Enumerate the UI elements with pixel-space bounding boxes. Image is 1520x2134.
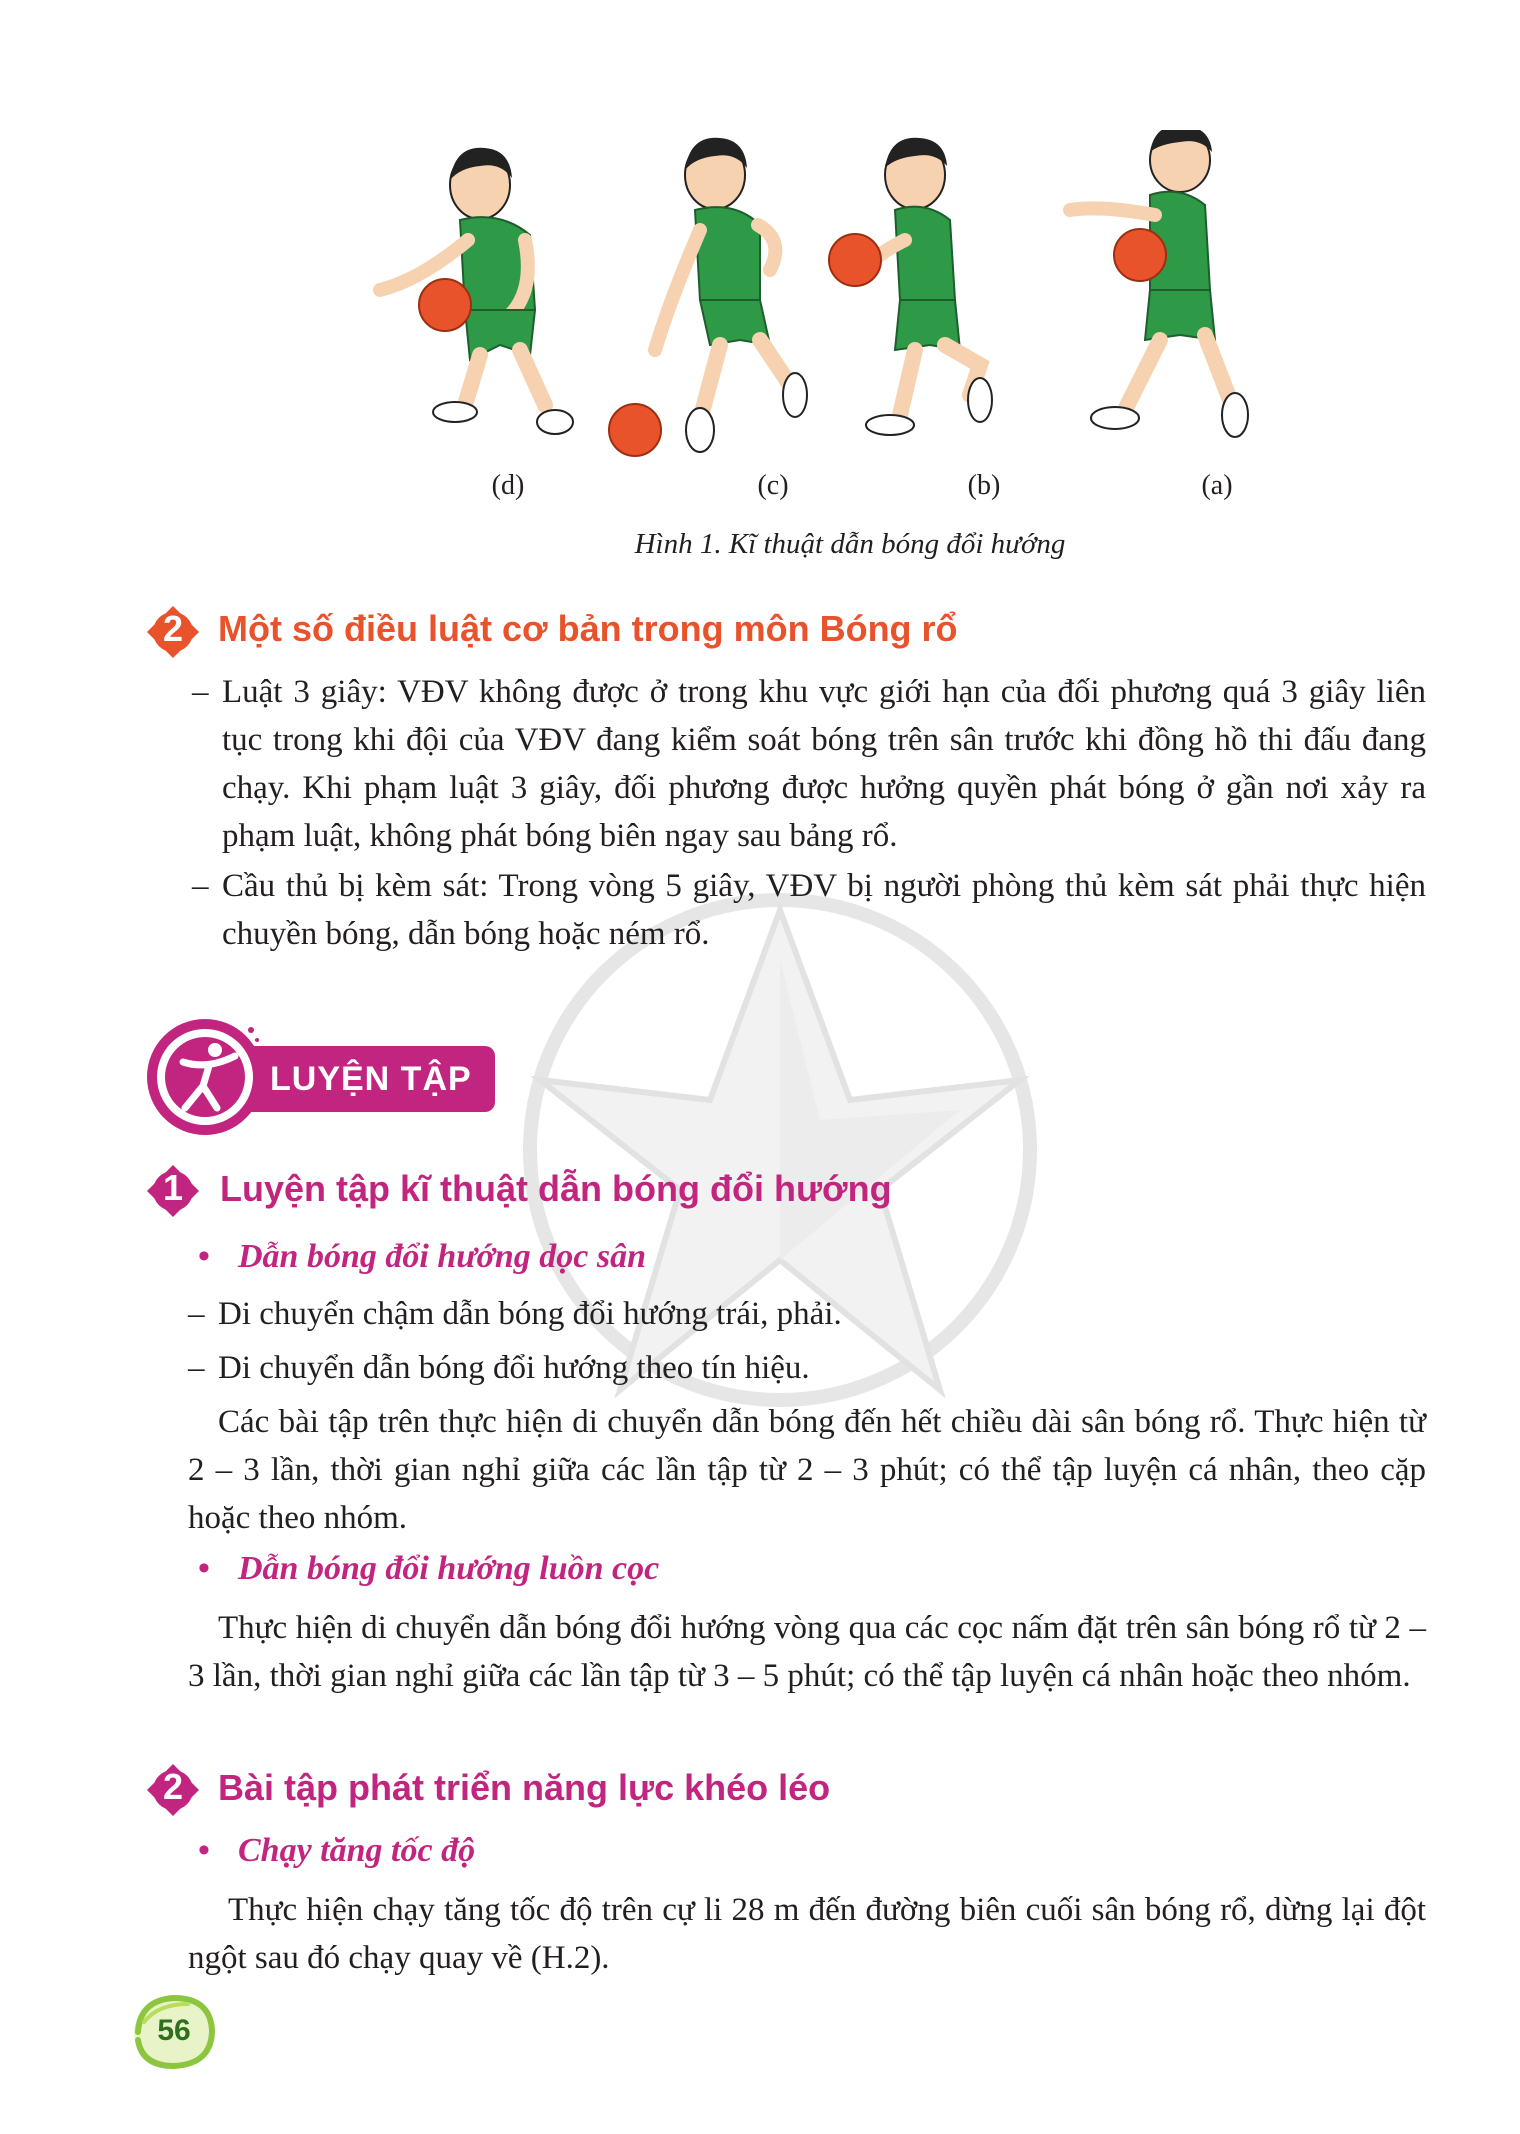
ball-b [829, 234, 881, 286]
ball-d [419, 279, 471, 331]
dash-marker: – [192, 868, 209, 904]
figure-label-c: (c) [757, 470, 789, 501]
dash-marker: – [188, 1350, 205, 1386]
page-number: 56 [157, 2014, 191, 2047]
bullet-heading [198, 1832, 476, 1870]
player-a [1070, 130, 1248, 437]
player-b [865, 138, 992, 435]
figure-label-a: (a) [1201, 470, 1233, 501]
bullet-heading [198, 1550, 660, 1588]
practice-title: Bài tập phát triển năng lực khéo léo [218, 1767, 831, 1808]
paragraph: Thực hiện di chuyển dẫn bóng đổi hướng vòng qua các cọc nấm đặt trên sân bóng rổ từ 2 – 3 lần, thời gian nghỉ giữa các lần tập từ 3 – 5 phút; có thể tập luyện cá nhân hoặc theo nhóm. [188, 1610, 1426, 1694]
player-d [380, 148, 573, 434]
bullet-dot: • [198, 1238, 210, 1275]
section-number: 2 [162, 608, 184, 649]
dash-marker: – [192, 674, 209, 710]
exercise-item [188, 1290, 1426, 1338]
rule-item [192, 668, 1426, 860]
figure-label-d: (d) [491, 470, 525, 501]
ball-a [1114, 229, 1166, 281]
paragraph: Thực hiện chạy tăng tốc độ trên cự li 28 m đến đường biên cuối sân bóng rổ, dừng lại đột ngột sau đó chạy quay về (H.2). [188, 1892, 1426, 1976]
ball-c [609, 404, 661, 456]
bullet-dot: • [198, 1550, 210, 1587]
practice-number: 1 [162, 1167, 184, 1208]
exercise-text: Di chuyển dẫn bóng đổi hướng theo tín hiệu. [218, 1350, 810, 1386]
exercise-item [188, 1344, 1426, 1392]
rule-text: Luật 3 giây: VĐV không được ở trong khu vực giới hạn của đối phương quá 3 giây liên tục trong khi đội của VĐV đang kiểm soát bóng trên sân trước khi đồng hồ thi đấu đang chạy. Khi phạm luật 3 giây, đối phương được hưởng quyền phát bóng ở gần nơi xảy ra phạm luật, không phát bóng biên ngay sau bảng rổ. [222, 674, 1426, 854]
bullet-text: Dẫn bóng đổi hướng luồn cọc [238, 1550, 660, 1587]
practice-label: LUYỆN TẬP [270, 1060, 472, 1098]
figure-label-b: (b) [967, 470, 1001, 501]
rule-item [192, 862, 1426, 958]
bullet-heading [198, 1238, 646, 1276]
section-title: Một số điều luật cơ bản trong môn Bóng rổ [218, 608, 958, 649]
exercise-text: Di chuyển chậm dẫn bóng đổi hướng trái, phải. [218, 1296, 842, 1332]
bullet-text: Dẫn bóng đổi hướng dọc sân [238, 1238, 646, 1275]
bullet-text: Chạy tăng tốc độ [238, 1832, 476, 1869]
practice-title: Luyện tập kĩ thuật dẫn bóng đổi hướng [220, 1168, 892, 1209]
bullet-dot: • [198, 1832, 210, 1869]
figure-caption: Hình 1. Kĩ thuật dẫn bóng đổi hướng [634, 528, 1066, 560]
rule-text: Cầu thủ bị kèm sát: Trong vòng 5 giây, VĐV bị người phòng thủ kèm sát phải thực hiện chuyền bóng, dẫn bóng hoặc ném rổ. [222, 868, 1426, 952]
dribbling-figure [340, 130, 1300, 460]
paragraph: Các bài tập trên thực hiện di chuyển dẫn bóng đến hết chiều dài sân bóng rổ. Thực hiện từ 2 – 3 lần, thời gian nghỉ giữa các lần tập từ 2 – 3 phút; có thể tập luyện cá nhân, theo cặp hoặc theo nhóm. [188, 1404, 1426, 1536]
practice-number: 2 [162, 1766, 184, 1807]
player-c [655, 138, 807, 452]
dash-marker: – [188, 1296, 205, 1332]
